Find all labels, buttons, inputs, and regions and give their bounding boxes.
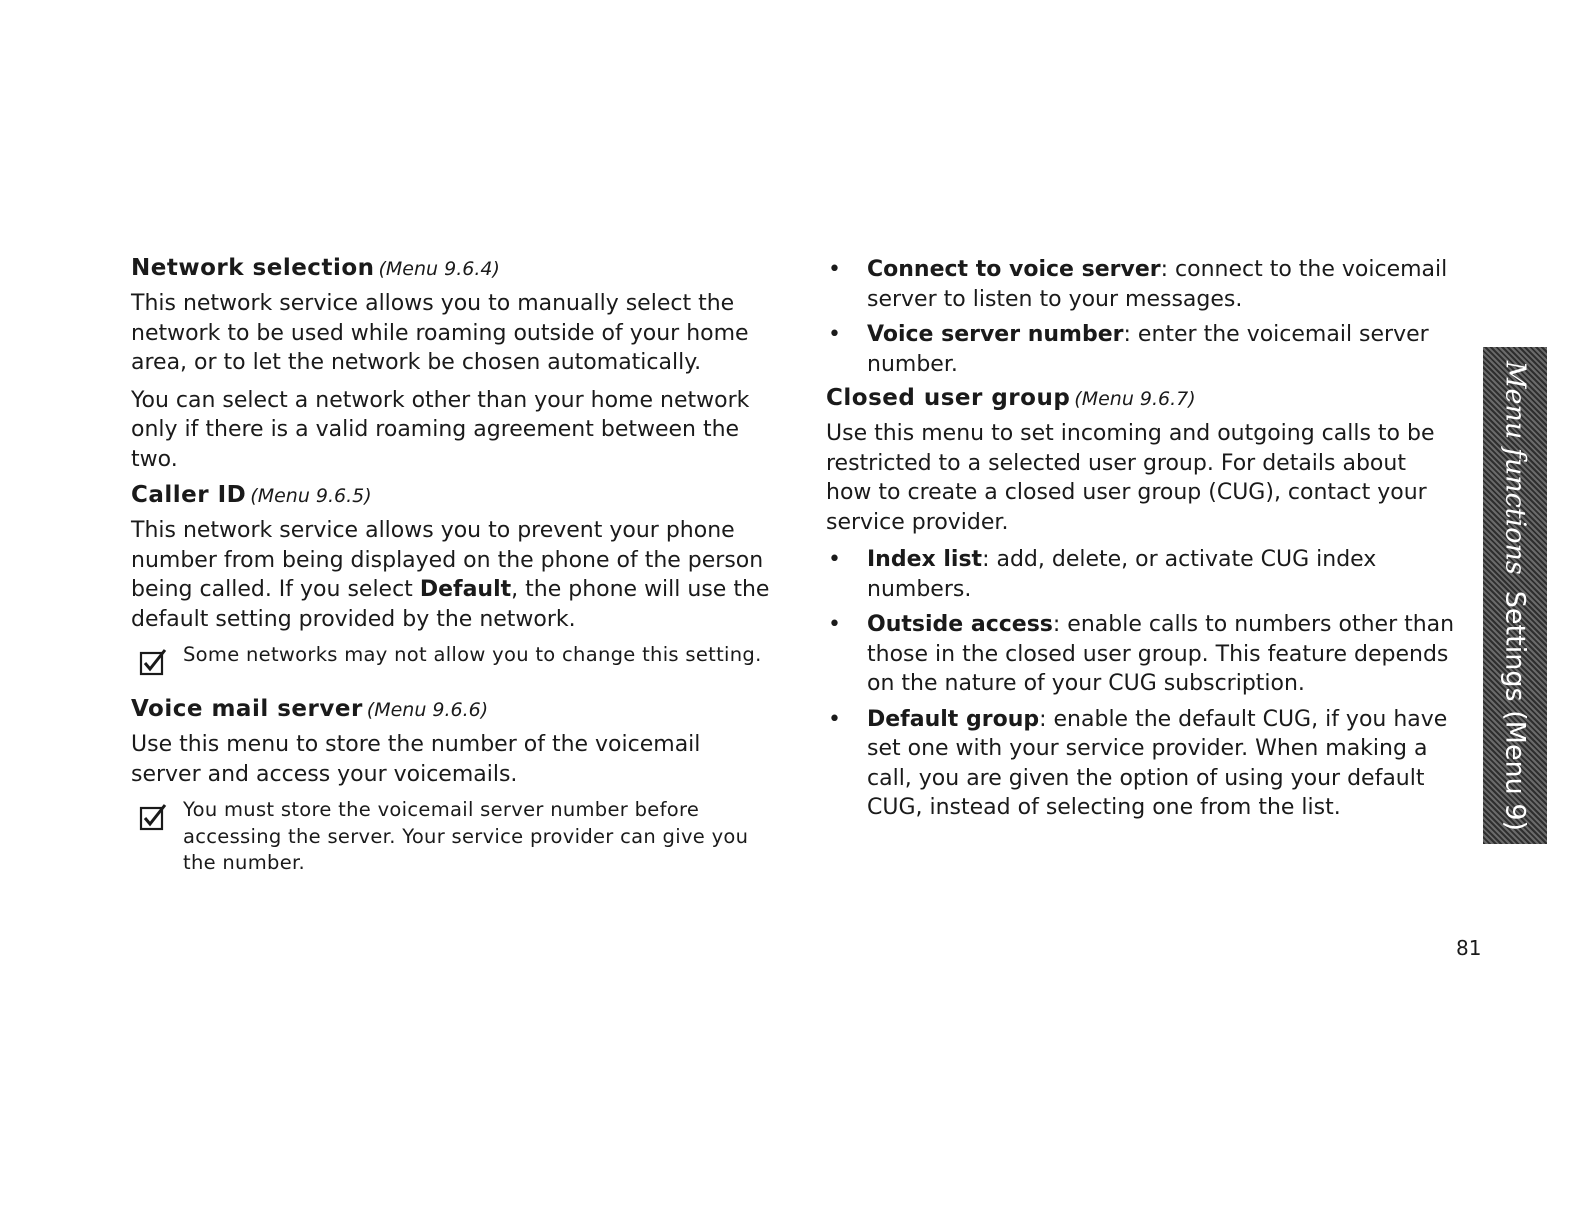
voice-mail-server-paragraph: Use this menu to store the number of the voicemail server and access your voicemails. <box>131 732 701 787</box>
caller-id-text-after: , the phone will use the default setting provided by the network. <box>131 577 770 632</box>
closed-user-group-paragraph: Use this menu to set incoming and outgoing calls to be restricted to a selected user group. For details about how to create a closed user group (CUG), contact your service provider. <box>826 421 1435 535</box>
caller-id-note <box>139 642 771 676</box>
checkbox-note-icon <box>139 648 167 676</box>
cug-bullet-list <box>826 545 1456 823</box>
voice-mail-server-title: Voice mail server <box>131 696 363 722</box>
bullet-description: : connect to the voicemail server to listen to your messages. <box>867 257 1448 312</box>
bullet: • <box>828 612 841 637</box>
caller-id-default-term: Default <box>419 577 512 602</box>
voice-mail-server-note-text: You must store the voicemail server number before accessing the server. Your service provider can give you the number. <box>183 798 749 874</box>
bullet-description: : add, delete, or activate CUG index numbers. <box>867 547 1377 602</box>
caller-id-title: Caller ID <box>131 482 247 508</box>
voice-mail-server-note <box>139 797 771 877</box>
bullet: • <box>828 547 841 572</box>
list-item <box>826 545 1456 604</box>
right-column <box>826 255 1456 829</box>
bullet-term: Voice server number <box>867 322 1124 347</box>
caller-id-heading <box>131 482 771 508</box>
caller-id-text-before: This network service allows you to prevent your phone number from being displayed on the phone of the person being called. If you select <box>131 518 764 602</box>
network-selection-heading <box>131 255 771 281</box>
bullet-term: Connect to voice server <box>867 257 1161 282</box>
bullet-description: : enable the default CUG, if you have set one with your service provider. When making a call, you are given the option of using your default CUG, instead of selecting one from the list. <box>867 706 1448 820</box>
caller-id-paragraph <box>131 516 771 634</box>
side-tab-section: Settings (Menu 9) <box>1499 590 1531 831</box>
page-number: 81 <box>1456 936 1482 960</box>
bullet-term: Index list <box>867 547 983 572</box>
caller-id-menu-ref: (Menu 9.6.5) <box>250 485 372 507</box>
side-tab-label <box>1500 360 1531 830</box>
checkbox-note-icon <box>139 803 167 831</box>
voice-mail-server-heading <box>131 696 771 722</box>
side-tab-chapter: Menu functions <box>1499 360 1531 575</box>
network-selection-paragraph-2: You can select a network other than your home network only if there is a valid roaming agreement between the two. <box>131 387 750 472</box>
list-item <box>826 320 1456 379</box>
bullet-description: : enter the voicemail server number. <box>867 322 1429 377</box>
closed-user-group-title: Closed user group <box>826 385 1071 411</box>
bullet-term: Outside access <box>867 612 1053 637</box>
bullet: • <box>828 706 841 732</box>
list-item <box>826 610 1456 699</box>
bullet-description: : enable calls to numbers other than those in the closed user group. This feature depends on the nature of your CUG subscription. <box>867 612 1455 696</box>
caller-id-note-text: Some networks may not allow you to change this setting. <box>183 643 762 666</box>
voice-mail-server-menu-ref: (Menu 9.6.6) <box>366 699 489 721</box>
voice-server-bullet-list <box>826 255 1456 379</box>
section-side-tab <box>1483 347 1547 844</box>
list-item <box>826 705 1456 823</box>
closed-user-group-menu-ref: (Menu 9.6.7) <box>1074 388 1196 410</box>
bullet: • <box>828 257 841 282</box>
left-column <box>131 255 771 897</box>
network-selection-paragraph-1: This network service allows you to manually select the network to be used while roaming outside of your home area, or to let the network be chosen automatically. <box>131 291 749 375</box>
bullet: • <box>828 322 841 347</box>
bullet-term: Default group <box>867 706 1040 732</box>
closed-user-group-heading <box>826 385 1456 411</box>
list-item <box>826 255 1456 314</box>
network-selection-menu-ref: (Menu 9.6.4) <box>378 258 500 280</box>
network-selection-title: Network selection <box>131 255 375 281</box>
